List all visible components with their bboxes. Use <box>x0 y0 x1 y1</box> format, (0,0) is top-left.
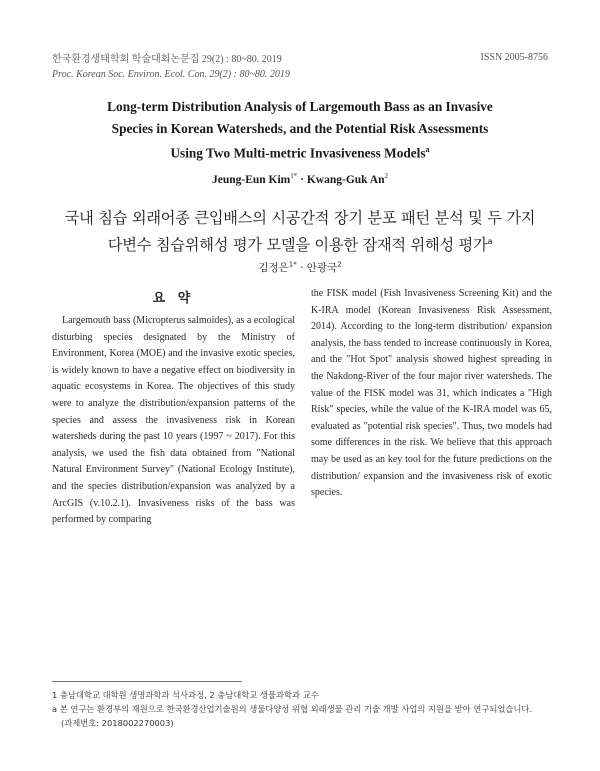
author-1-affiliation-mark: 1* <box>290 172 298 180</box>
abstract-right-column: the FISK model (Fish Invasiveness Screening Kit) and the K-IRA model (Korean Invasiveness Risk Assessment, 2014). According to the long-term distribution/ expansion analysis, the bass tended to increase continuously in Korea, and the "Hot Spot" analysis showed highest spreading in the Nakdong-River of the four major river watersheds. The value of the FISK model was 31, which indicates a "High Risk" species, while the value of the K-IRA model was 65, evaluated as "potential risk species". Thus, two models had some differences in the risk. We believe that this approach may be used as an key tool for the future predictions on the distribution/ expansion and the invasiveness risk of exotic species. <box>311 288 552 499</box>
english-title-line-3 <box>40 139 560 164</box>
korean-author-2-name: 안광국 <box>306 262 338 274</box>
author-separator: · <box>300 173 304 186</box>
english-title-line-2: Species in Korean Watersheds, and the Potential Risk Assessments <box>111 120 489 136</box>
korean-title-line-1: 국내 침습 외래어종 큰입배스의 시공간적 장기 분포 패턴 분석 및 두 가지 <box>64 209 536 227</box>
korean-author-separator: · <box>300 262 304 274</box>
korean-funding-footnote-mark: a <box>487 237 493 246</box>
english-title-line-1: Long-term Distribution Analysis of Largemouth Bass as an Invasive <box>107 99 493 114</box>
korean-title-line-2 <box>30 230 570 257</box>
footnotes <box>52 688 552 730</box>
korean-title-line-2-text: 다변수 침습위해성 평가 모델을 이용한 잠재적 위해성 평가 <box>107 236 488 255</box>
funding-footnote-project-number: (과제번호: 2018002270003) <box>61 718 174 728</box>
author-2-affiliation-mark: 2 <box>384 172 389 180</box>
funding-footnote-mark: a <box>425 145 430 155</box>
korean-author-1-name: 김정은 <box>258 262 289 274</box>
author-1-name: Jeung-Eun Kim <box>211 173 291 186</box>
korean-title <box>30 206 570 257</box>
korean-author-2-affiliation-mark: 2 <box>337 260 342 269</box>
author-2-name: Kwang-Guk An <box>306 173 385 186</box>
korean-author-1-affiliation-mark: 1* <box>288 260 297 269</box>
journal-header <box>52 52 290 82</box>
english-title <box>40 96 560 164</box>
journal-citation-ko: 한국환경생태학회 학술대회논문집 29(2) : 80~80. 2019 <box>52 54 282 65</box>
journal-citation-en: Proc. Korean Soc. Environ. Ecol. Con. 29(2) : 80~80. 2019 <box>52 69 290 80</box>
abstract-left-column: Largemouth bass (Micropterus salmoides), as a ecological disturbing species designated by the Ministry of Environment, Korea (MOE) and the invasive exotic species, is widely known to have a negative effect on biodiversity in aquatic ecosystems in Korea. The objectives of this study were to analyze the distribution/expansion patterns of the species and assess the invasiveness risk in Korean watersheds during the past 10 years (1997 ~ 2017). For this analysis, we used the fish data obtained from "National Natural Environment Survey" (National Ecology Institute), and the species distribution/expansion was analyzed by a ArcGIS (v.10.2.1). Invasiveness risks of the bass was performed by comparing <box>52 315 295 526</box>
english-authors <box>0 172 600 186</box>
english-title-line-3-text: Using Two Multi-metric Invasiveness Models <box>170 145 426 161</box>
footnote-divider <box>52 681 242 682</box>
abstract-heading: 요 약 <box>152 291 195 306</box>
funding-footnote: a 본 연구는 환경부의 재원으로 한국환경산업기술원의 생물다양성 위협 외래생물 관리 기술 개발 사업의 지원을 받아 연구되었습니다. <box>52 704 533 714</box>
affiliation-footnote: 1 충남대학교 대학원 생명과학과 석사과정, 2 충남대학교 생물과학과 교수 <box>52 690 319 700</box>
issn: ISSN 2005-8756 <box>480 52 548 63</box>
korean-authors <box>0 260 600 275</box>
